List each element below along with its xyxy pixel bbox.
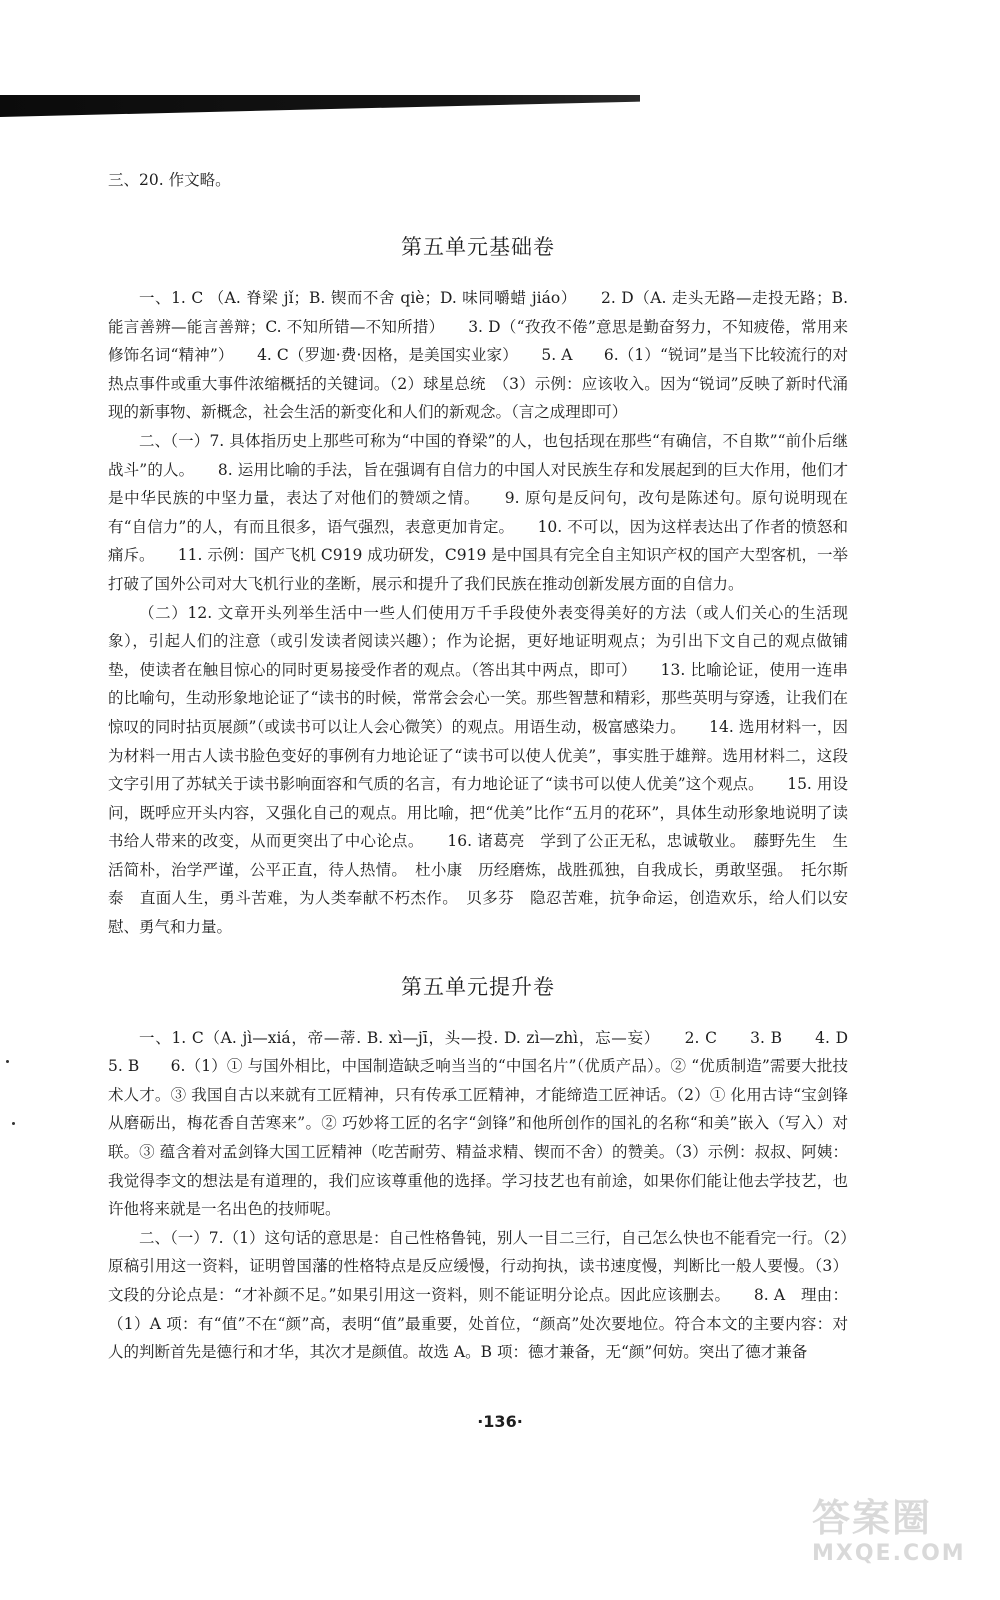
watermark-url-text: MXQE.COM	[812, 1541, 966, 1566]
advanced-part-two: 二、（一）7.（1）这句话的意思是：自己性格鲁钝，别人一目二三行，自己怎么快也不能看完一行。（2）原稿引用这一资料，证明曾国藩的性格特点是反应缓慢，行动拘执，读书速度慢，判断比一般人要慢。（3）文段的分论点是：“才补颜不足。”如果引用这一资料，则不能证明分论点。因此应该删去。 8. A 理由：（1）A 项：有“值”不在“颜”高，表明“值”最重要，处首位，“颜高”处次要地位。符合本文的主要内容：对人的判断首先是德行和才华，其次才是颜值。故选 A。B 项：德才兼备，无“颜”何妨。突出了德才兼备	[108, 1228, 848, 1362]
watermark-logo	[812, 1496, 972, 1576]
scan-top-band	[0, 95, 640, 117]
watermark-logo-text: 答案圈	[812, 1496, 933, 1540]
page-content	[108, 166, 880, 1367]
basic-part-two-a: 二、（一）7. 具体指历史上那些可称为“中国的脊梁”的人，也包括现在那些“有确信，不自欺”“前仆后继战斗”的人。 8. 运用比喻的手法，旨在强调有自信力的中国人对民族生存和发展起到的巨大作用，他们才是中华民族的中坚力量，表达了对他们的赞颂之情。 9. 原句是反问句，改句是陈述句。原句说明现在有“自信力”的人，有而且很多，语气强烈，表意更加肯定。 10. 不可以，因为这样表达出了作者的愤怒和痛斥。 11. 示例：国产飞机 C919 成功研发，C919 是中国具有完全自主知识产权的国产大型客机，一举打破了国外公司对大飞机行业的垄断，展示和提升了我们民族在推动创新发展方面的自信力。	[108, 431, 848, 593]
basic-part-one: 一、1. C （A. 脊梁 jǐ；B. 锲而不舍 qiè；D. 味同嚼蜡 jiáo） 2. D（A. 走头无路—走投无路；B. 能言善辨—能言善辩；C. 不知所错—不知所措） 3. D（“孜孜不倦”意思是勤奋努力，不知疲倦，常用来修饰名词“精神”） 4. C（罗迦·费·因格，是美国实业家） 5. A 6.（1）“锐词”是当下比较流行的对热点事件或重大事件浓缩概括的关键词。（2）球星总统 （3）示例：应该收入。因为“锐词”反映了新时代涌现的新事物、新概念，社会生活的新变化和人们的新观念。（言之成理即可）	[108, 289, 848, 422]
page-number: ·136·	[477, 1412, 523, 1431]
advanced-part-one: 一、1. C（A. jì—xiá，帝—蒂. B. xì—jī，头—投. D. zì—zhì，忘—妄） 2. C 3. B 4. D 5. B 6.（1）① 与国外相比，中国制造缺乏响当当的“中国名片”（优质产品）。② “优质制造”需要大批技术人才。③ 我国自古以来就有工匠精神，只有传承工匠精神，才能缔造工匠神话。（2）① 化用古诗“宝剑锋从磨砺出，梅花香自苦寒来”。② 巧妙将工匠的名字“剑锋”和他所创作的国礼的名称“和美”嵌入（写入）对联。③ 蕴含着对孟剑锋大国工匠精神（吃苦耐劳、精益求精、锲而不舍）的赞美。（3）示例：叔叔、阿姨：我觉得李文的想法是有道理的，我们应该尊重他的选择。学习技艺也有前途，如果你们能让他去学技艺，也许他将来就是一名出色的技师呢。	[108, 1028, 880, 1219]
scan-speck	[12, 1122, 15, 1125]
section-title-basic: 第五单元基础卷	[401, 235, 555, 259]
essay-answer-line: 三、20. 作文略。	[108, 171, 231, 189]
section-title-advanced: 第五单元提升卷	[401, 974, 555, 999]
scan-speck	[6, 1060, 9, 1063]
basic-part-two-b: （二）12. 文章开头列举生活中一些人们使用万千手段使外表变得美好的方法（或人们关心的生活现象），引起人们的注意（或引发读者阅读兴趣）；作为论据，更好地证明观点；为引出下文自己的观点做铺垫，使读者在触目惊心的同时更易接受作者的观点。（答出其中两点，即可） 13. 比喻论证，使用一连串的比喻句，生动形象地论证了“读书的时候，常常会会心一笑。那些智慧和精彩，那些英明与穿透，让我们在惊叹的同时拈页展颜”（或读书可以让人会心微笑）的观点。用语生动，极富感染力。 14. 选用材料一，因为材料一用古人读书脸色变好的事例有力地论证了“读书可以使人优美”，事实胜于雄辩。选用材料二，这段文字引用了苏轼关于读书影响面容和气质的名言，有力地论证了“读书可以使人优美”这个观点。 15. 用设问，既呼应开头内容，又强化自己的观点。用比喻，把“优美”比作“五月的花环”，具体生动形象地说明了读书给人带来的改变，从而更突出了中心论点。 16. 诸葛亮 学到了公正无私，忠诚敬业。 藤野先生 生活简朴，治学严谨，公平正直，待人热情。 杜小康 历经磨炼，战胜孤独，自我成长，勇敢坚强。 托尔斯泰 直面人生，勇斗苦难，为人类奉献不朽杰作。 贝多芬 隐忍苦难，抗争命运，创造欢乐，给人们以安慰、勇气和力量。	[108, 603, 848, 937]
